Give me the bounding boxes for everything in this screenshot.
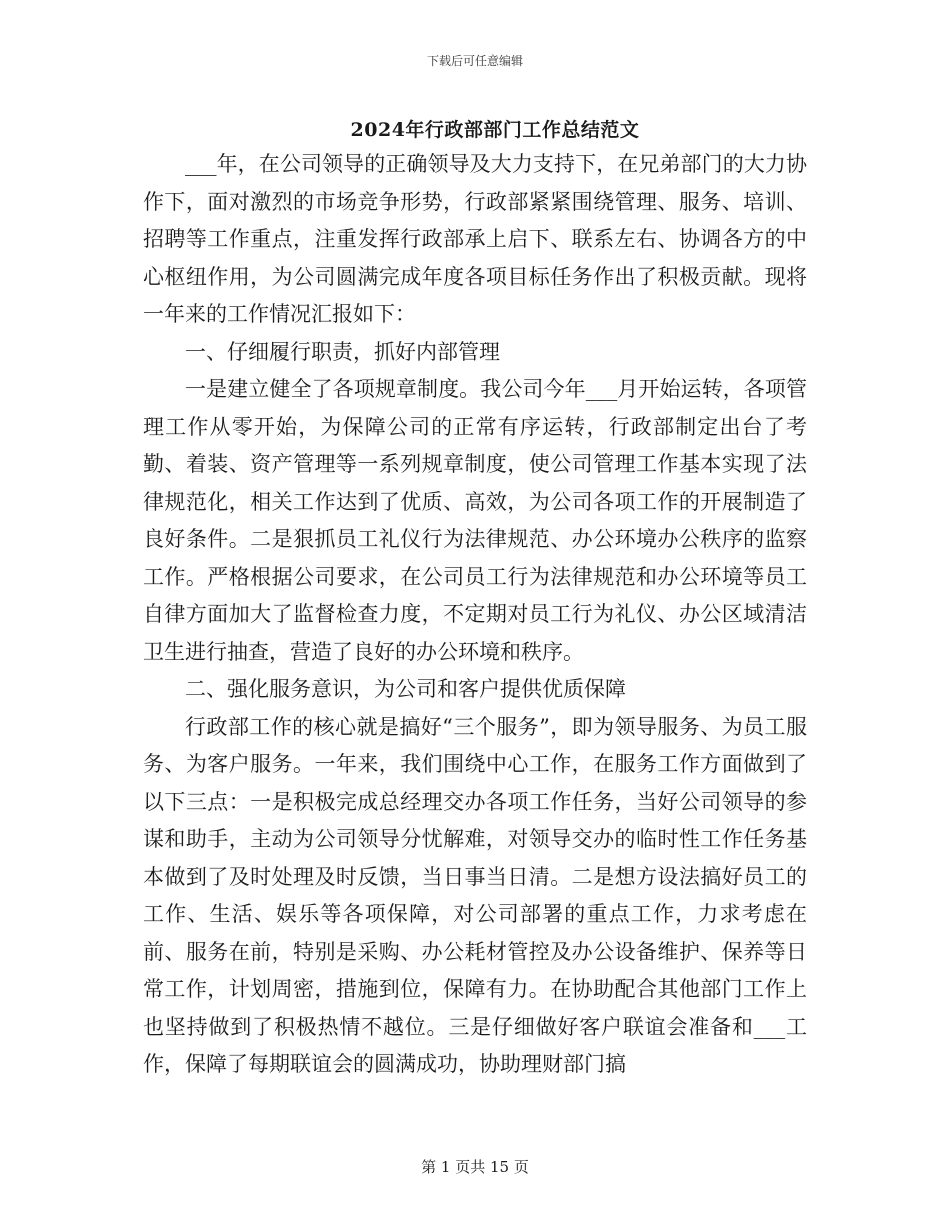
- paragraph-section-2: 行政部工作的核心就是搞好“三个服务”，即为领导服务、为员工服务、为客户服务。一年来，我们围绕中心工作，在服务工作方面做到了以下三点：一是积极完成总经理交办各项工作任务，当好公司领导的参谋和助手，主动为公司领导分忧解难，对领导交办的临时性工作任务基本做到了及时处理及时反馈，当日事当日清。二是想方设法搞好员工的工作、生活、娱乐等各项保障，对公司部署的重点工作，力求考虑在前、服务在前，特别是采购、办公耗材管控及办公设备维护、保养等日常工作，计划周密，措施到位，保障有力。在协助配合其他部门工作上也坚持做到了积极热情不越位。三是仔细做好客户联谊会准备和___工作，保障了每期联谊会的圆满成功，协助理财部门搞: [143, 714, 807, 1076]
- paragraph-intro: ___年，在公司领导的正确领导及大力支持下，在兄弟部门的大力协作下，面对激烈的市场竞争形势，行政部紧紧围绕管理、服务、培训、招聘等工作重点，注重发挥行政部承上启下、联系左右、协调各方的中心枢纽作用，为公司圆满完成年度各项目标任务作出了积极贡献。现将一年来的工作情况汇报如下：: [143, 152, 807, 326]
- page-number: 第 1 页共 15 页: [421, 1158, 529, 1176]
- header-note: 下载后可任意编辑: [426, 54, 523, 68]
- paragraph-section-1: 一是建立健全了各项规章制度。我公司今年___月开始运转，各项管理工作从零开始，为保障公司的正常有序运转，行政部制定出台了考勤、着装、资产管理等一系列规章制度，使公司管理工作基本实现了法律规范化，相关工作达到了优质、高效，为公司各项工作的开展制造了良好条件。二是狠抓员工礼仪行为法律规范、办公环境办公秩序的监察工作。严格根据公司要求，在公司员工行为法律规范和办公环境等员工自律方面加大了监督检查力度，不定期对员工行为礼仪、办公区域清洁卫生进行抽查，营造了良好的办公环境和秩序。: [143, 377, 807, 664]
- document-title: 2024年行政部部门工作总结范文: [350, 119, 640, 141]
- section-heading-1: 一、仔细履行职责，抓好内部管理: [185, 339, 500, 364]
- section-heading-2: 二、强化服务意识，为公司和客户提供优质保障: [185, 677, 626, 701]
- document-body: [143, 146, 807, 1084]
